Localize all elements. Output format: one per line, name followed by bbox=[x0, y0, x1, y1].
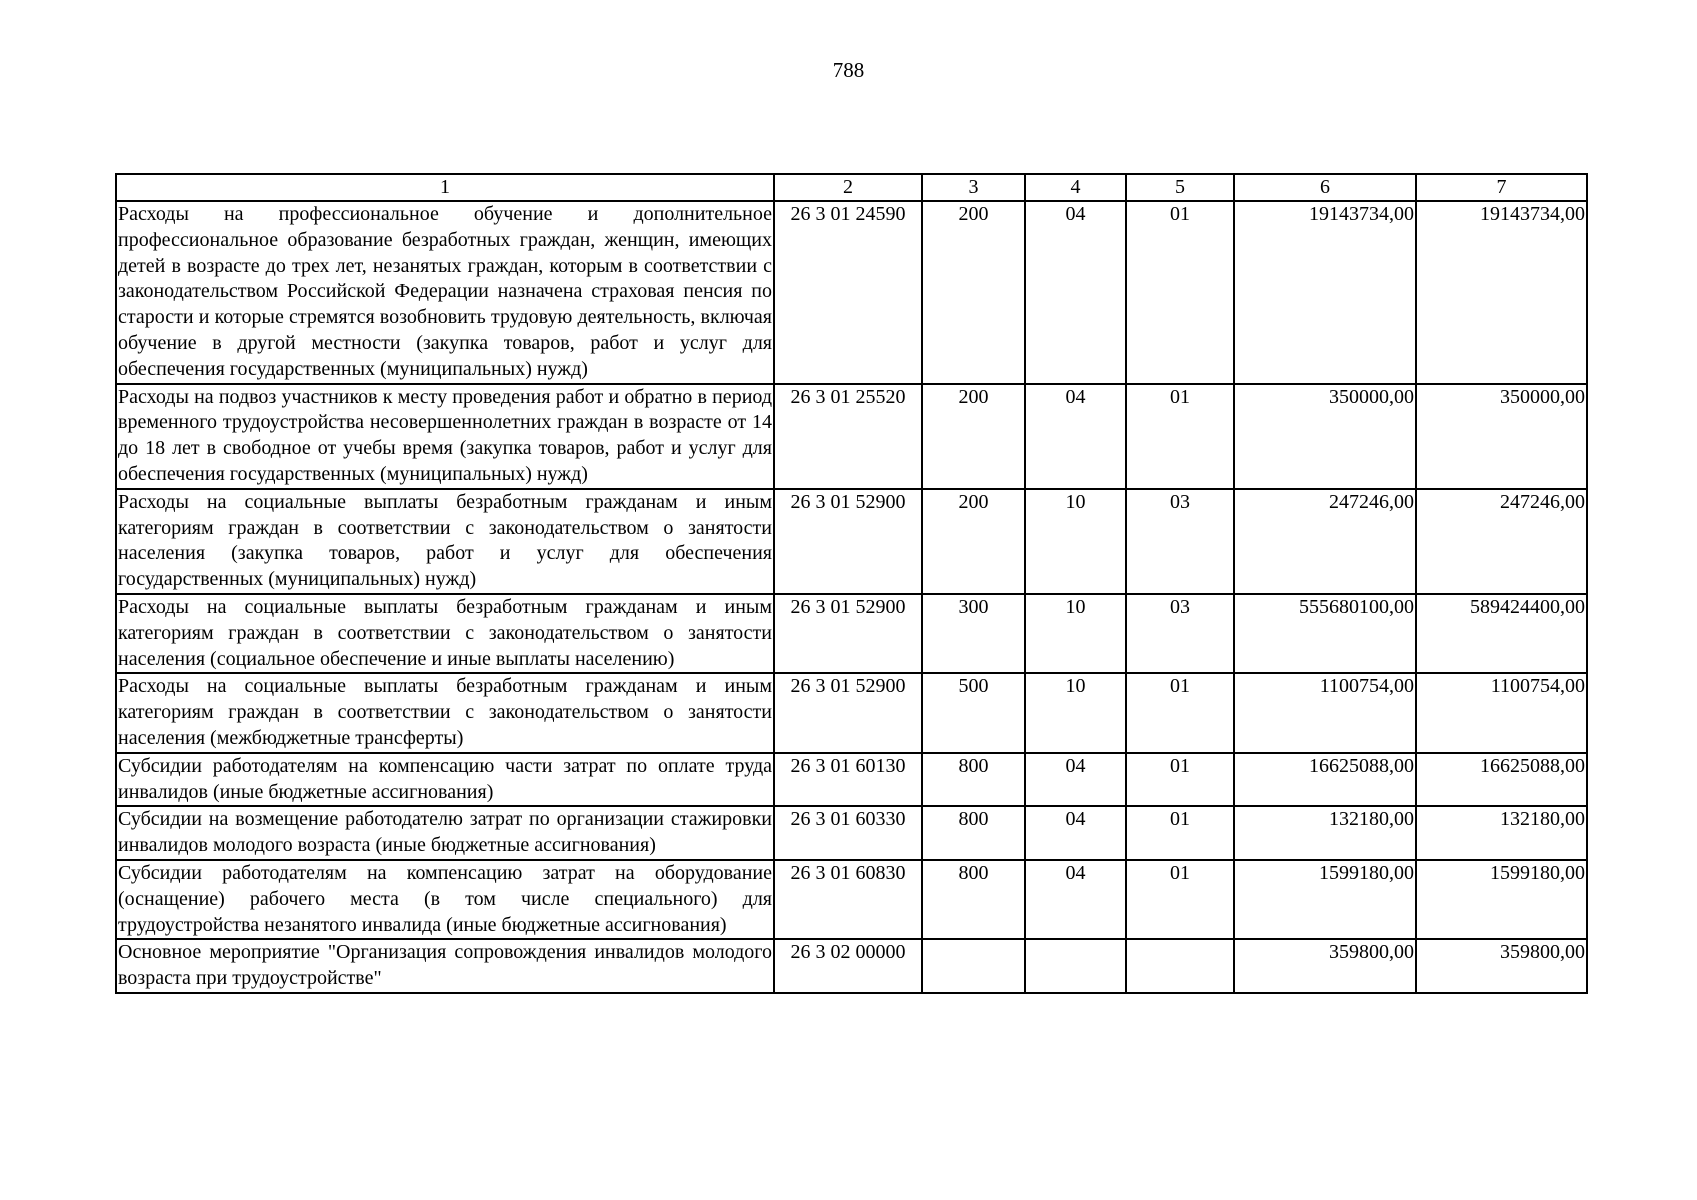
row-amount-col6: 16625088,00 bbox=[1234, 753, 1416, 807]
row-amount-col6: 350000,00 bbox=[1234, 384, 1416, 489]
table-row bbox=[116, 753, 1587, 807]
row-col3: 200 bbox=[922, 384, 1025, 489]
row-amount-col7: 1100754,00 bbox=[1416, 673, 1587, 752]
row-description: Расходы на профессиональное обучение и дополнительное профессиональное образование безработных граждан, женщин, имеющих детей в возрасте до трех лет, незанятых граждан, которым в соответствии с законодательством Российской Федерации назначена страховая пенсия по старости и которые стремятся возобновить трудовую деятельность, включая обучение в другой местности (закупка товаров, работ и услуг для обеспечения государственных (муниципальных) нужд) bbox=[116, 201, 774, 384]
column-header: 1 bbox=[116, 174, 774, 201]
row-code: 26 3 01 60130 bbox=[774, 753, 922, 807]
row-amount-col7: 1599180,00 bbox=[1416, 860, 1587, 939]
row-code: 26 3 01 25520 bbox=[774, 384, 922, 489]
row-col4: 04 bbox=[1025, 860, 1126, 939]
row-amount-col7: 359800,00 bbox=[1416, 939, 1587, 993]
row-code: 26 3 01 24590 bbox=[774, 201, 922, 384]
row-amount-col6: 19143734,00 bbox=[1234, 201, 1416, 384]
row-code: 26 3 01 52900 bbox=[774, 489, 922, 594]
column-header: 2 bbox=[774, 174, 922, 201]
row-description: Основное мероприятие "Организация сопровождения инвалидов молодого возраста при трудоустройстве" bbox=[116, 939, 774, 993]
row-col4 bbox=[1025, 939, 1126, 993]
row-description: Расходы на социальные выплаты безработным гражданам и иным категориям граждан в соответствии с законодательством о занятости населения (межбюджетные трансферты) bbox=[116, 673, 774, 752]
row-amount-col6: 1599180,00 bbox=[1234, 860, 1416, 939]
row-description: Субсидии работодателям на компенсацию части затрат по оплате труда инвалидов (иные бюджетные ассигнования) bbox=[116, 753, 774, 807]
row-amount-col7: 16625088,00 bbox=[1416, 753, 1587, 807]
page-number: 788 bbox=[832, 58, 865, 82]
row-col3: 200 bbox=[922, 201, 1025, 384]
row-col5: 01 bbox=[1126, 673, 1234, 752]
row-description: Расходы на социальные выплаты безработным гражданам и иным категориям граждан в соответствии с законодательством о занятости населения (закупка товаров, работ и услуг для обеспечения государственных (муниципальных) нужд) bbox=[116, 489, 774, 594]
row-amount-col7: 589424400,00 bbox=[1416, 594, 1587, 673]
row-col5: 03 bbox=[1126, 594, 1234, 673]
row-amount-col6: 247246,00 bbox=[1234, 489, 1416, 594]
row-col4: 04 bbox=[1025, 753, 1126, 807]
row-col3: 800 bbox=[922, 860, 1025, 939]
column-header: 3 bbox=[922, 174, 1025, 201]
row-description: Субсидии на возмещение работодателю затрат по организации стажировки инвалидов молодого возраста (иные бюджетные ассигнования) bbox=[116, 806, 774, 860]
column-header: 7 bbox=[1416, 174, 1587, 201]
table-row bbox=[116, 673, 1587, 752]
row-amount-col7: 132180,00 bbox=[1416, 806, 1587, 860]
row-description: Субсидии работодателям на компенсацию затрат на оборудование (оснащение) рабочего места (в том числе специального) для трудоустройства незанятого инвалида (иные бюджетные ассигнования) bbox=[116, 860, 774, 939]
row-col5: 01 bbox=[1126, 201, 1234, 384]
row-amount-col6: 555680100,00 bbox=[1234, 594, 1416, 673]
row-col5 bbox=[1126, 939, 1234, 993]
table-row bbox=[116, 489, 1587, 594]
table-row bbox=[116, 201, 1587, 384]
row-col3: 300 bbox=[922, 594, 1025, 673]
column-header: 4 bbox=[1025, 174, 1126, 201]
table-row bbox=[116, 939, 1587, 993]
row-col4: 10 bbox=[1025, 673, 1126, 752]
table-row bbox=[116, 806, 1587, 860]
row-col5: 01 bbox=[1126, 753, 1234, 807]
column-header: 5 bbox=[1126, 174, 1234, 201]
row-code: 26 3 01 60830 bbox=[774, 860, 922, 939]
row-col4: 04 bbox=[1025, 201, 1126, 384]
row-col4: 04 bbox=[1025, 384, 1126, 489]
row-col3: 800 bbox=[922, 753, 1025, 807]
table-row bbox=[116, 384, 1587, 489]
table-row bbox=[116, 594, 1587, 673]
table-row bbox=[116, 860, 1587, 939]
row-code: 26 3 01 60330 bbox=[774, 806, 922, 860]
row-code: 26 3 02 00000 bbox=[774, 939, 922, 993]
row-description: Расходы на социальные выплаты безработным гражданам и иным категориям граждан в соответствии с законодательством о занятости населения (социальное обеспечение и иные выплаты населению) bbox=[116, 594, 774, 673]
row-col3 bbox=[922, 939, 1025, 993]
row-col3: 200 bbox=[922, 489, 1025, 594]
budget-table bbox=[115, 173, 1588, 994]
row-col3: 500 bbox=[922, 673, 1025, 752]
row-amount-col7: 247246,00 bbox=[1416, 489, 1587, 594]
row-col4: 04 bbox=[1025, 806, 1126, 860]
row-code: 26 3 01 52900 bbox=[774, 673, 922, 752]
row-col5: 01 bbox=[1126, 384, 1234, 489]
row-col4: 10 bbox=[1025, 594, 1126, 673]
row-code: 26 3 01 52900 bbox=[774, 594, 922, 673]
row-amount-col6: 132180,00 bbox=[1234, 806, 1416, 860]
row-col5: 01 bbox=[1126, 806, 1234, 860]
row-col5: 03 bbox=[1126, 489, 1234, 594]
row-amount-col7: 19143734,00 bbox=[1416, 201, 1587, 384]
row-col3: 800 bbox=[922, 806, 1025, 860]
row-amount-col6: 359800,00 bbox=[1234, 939, 1416, 993]
row-col4: 10 bbox=[1025, 489, 1126, 594]
row-description: Расходы на подвоз участников к месту проведения работ и обратно в период временного трудоустройства несовершеннолетних граждан в возрасте от 14 до 18 лет в свободное от учебы время (закупка товаров, работ и услуг для обеспечения государственных (муниципальных) нужд) bbox=[116, 384, 774, 489]
row-amount-col7: 350000,00 bbox=[1416, 384, 1587, 489]
table-header-row bbox=[116, 174, 1587, 201]
row-col5: 01 bbox=[1126, 860, 1234, 939]
row-amount-col6: 1100754,00 bbox=[1234, 673, 1416, 752]
column-header: 6 bbox=[1234, 174, 1416, 201]
